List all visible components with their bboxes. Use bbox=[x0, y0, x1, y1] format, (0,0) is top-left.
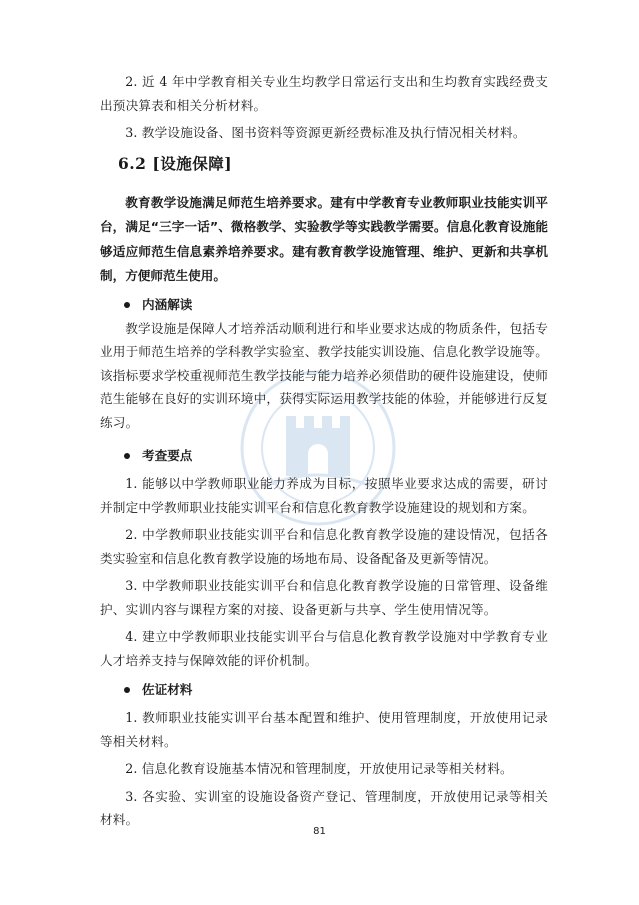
interpretation-heading bbox=[100, 293, 548, 317]
interpretation-text: 教学设施是保障人才培养活动顺利进行和毕业要求达成的物质条件，包括专业用于师范生培养的学科教学实验室、教学技能实训设施、信息化教学设施等。该指标要求学校重视师范生教学技能与能力培养必须借助的硬件设施建设，使师范生能够在良好的实训环境中，获得实际运用教学技能的体验，并能够进行反复练习。 bbox=[100, 320, 548, 430]
bullet-icon bbox=[124, 687, 130, 693]
interpretation-heading-label: 内涵解读 bbox=[142, 296, 193, 312]
review-point-item: 1. 能够以中学教师职业能力养成为目标，按照毕业要求达成的需要，研讨并制定中学教师职业技能实训平台和信息化教育教学设施建设的规划和方案。 bbox=[100, 476, 548, 515]
evidence-heading bbox=[100, 678, 548, 702]
top-item-3: 3. 教学设施设备、图书资料等资源更新经费标准及执行情况相关材料。 bbox=[125, 125, 526, 140]
section-heading bbox=[100, 151, 548, 177]
review-points-heading-label: 考查要点 bbox=[142, 448, 193, 463]
section-requirement: 教育教学设施满足师范生培养要求。建有中学教育专业教师职业技能实训平台，满足“三字一话”、微格教学、实验教学等实践教学需要。信息化教育设施能够适应师范生信息素养培养要求。建有教育教学设施管理、维护、更新和共享机制，方便师范生使用。 bbox=[100, 194, 548, 283]
evidence-item: 3. 各实验、实训室的设施设备资产登记、管理制度，开放使用记录等相关材料。 bbox=[100, 788, 548, 827]
evidence-heading-label: 佐证材料 bbox=[142, 682, 193, 697]
section-title: [设施保障] bbox=[152, 153, 233, 173]
evidence-item: 2. 信息化教育设施基本情况和管理制度，开放使用记录等相关材料。 bbox=[125, 761, 513, 776]
evidence-item: 1. 教师职业技能实训平台基本配置和维护、使用管理制度，开放使用记录等相关材料。 bbox=[100, 710, 548, 749]
top-item-2: 2. 近 4 年中学教育相关专业生均教学日常运行支出和生均教育实践经费支出预决算表和相关分析材料。 bbox=[100, 74, 548, 113]
bullet-icon bbox=[124, 453, 130, 459]
section-number: 6.2 bbox=[118, 153, 147, 173]
bullet-icon bbox=[124, 302, 130, 308]
review-points-heading bbox=[100, 444, 548, 468]
page-number: 81 bbox=[313, 826, 326, 837]
review-point-item: 4. 建立中学教师职业技能实训平台与信息化教育教学设施对中学教育专业人才培养支持与保障效能的评价机制。 bbox=[100, 629, 548, 668]
review-point-item: 2. 中学教师职业技能实训平台和信息化教育教学设施的建设情况，包括各类实验室和信息化教育教学设施的场地布局、设备配备及更新等情况。 bbox=[100, 527, 548, 566]
review-point-item: 3. 中学教师职业技能实训平台和信息化教育教学设施的日常管理、设备维护、实训内容与课程方案的对接、设备更新与共享、学生使用情况等。 bbox=[100, 578, 548, 617]
page-content bbox=[100, 70, 548, 832]
